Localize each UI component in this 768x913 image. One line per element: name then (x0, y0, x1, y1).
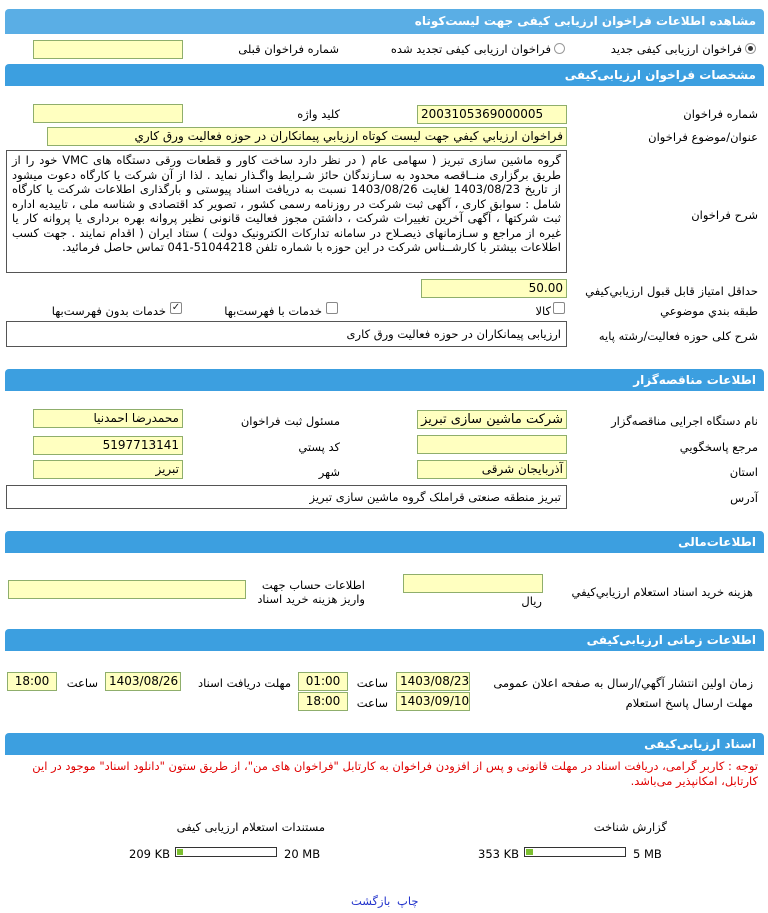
docs-size-fill (177, 849, 183, 855)
account-field (8, 580, 246, 599)
page-title: مشاهده اطلاعات فراخوان ارزیابی کیفی جهت لیست‌کوتاه (5, 9, 764, 34)
ref-label: مرجع پاسخگويي (679, 440, 758, 454)
doc-cost-label: هزينه خريد اسناد استعلام ارزيابي‌کيفي (571, 585, 753, 599)
publish-time-field: 01:00 (298, 672, 348, 691)
goods-checkbox[interactable] (553, 302, 565, 314)
radio-new-call-label: فراخوان ارزیابی کیفی جدید (610, 42, 742, 56)
call-title-label: عنوان/موضوع فراخوان (648, 130, 758, 144)
registrar-field: محمدرضا احمدنیا (33, 409, 183, 428)
province-label: استان (729, 465, 758, 479)
address-label: آدرس (730, 491, 758, 505)
keyword-field (33, 104, 183, 123)
ref-field (417, 435, 567, 454)
prev-call-field[interactable] (33, 40, 183, 59)
account-label-2: واريز هزينه خريد اسناد (257, 592, 365, 606)
description-box: گروه ماشین سازی تبریز ( سهامی عام ( در نظر دارد ساخت کاور و قطعات ورقی دستگاه های VMC خود را از طریق برگزاری منــاقصه محدود به سـازندگان حائز شـرایط واگـذار نماید . لذا از آن شرکت یا کارگاه دعوت میشود از تاریخ 1403/08/23 لغایت 1403/08/26 نسبت به دریافت اسناد پیوستی و بارگذاری اطلاعات شرکت یا کارگاه شامل : سوابق کاری ، آگهی ثبت شرکت در روزنامه رسمی کشور ، تصویر کد اقتصادی و شناسه ملی ، تاییدیه اداره ثبت شرکتها ، آگهی آخرین تغییرات شرکت ، داشتن مجوز فعالیت قانونی نظیر پروانه بهره برداری یا پروانه کار یا غیره از مراجع و سـازمانهای ذیصـلاح در سامانه تدارکات الکترونیک دولت ) ستاد ایران ( اقدام نمایند . جهت کسب اطلاعات بیشتر با کارشــناس شرکت در این حوزه با شماره تلفن 51044218-041 تماس حاصل فرمائید. (6, 150, 567, 273)
services-unlisted-label: خدمات بدون فهرست‌بها (51, 304, 166, 318)
call-number-label: شماره فراخوان (683, 107, 758, 121)
report-max-size: 5 MB (633, 847, 662, 861)
min-score-label: حداقل امتياز قابل قبول ارزيابي‌كيفي (585, 284, 758, 298)
docs-size-bar (175, 847, 277, 857)
radio-new-call[interactable] (745, 43, 756, 54)
docs-max-size: 20 MB (284, 847, 321, 861)
currency-label: ريال (521, 594, 542, 608)
services-unlisted-checkbox[interactable]: ✓ (171, 302, 181, 313)
doc-cost-field (403, 574, 543, 593)
activity-label: شرح کلی حوزه فعالیت/رشته پایه (598, 329, 758, 343)
postal-label: کد پستي (298, 440, 340, 454)
report-size-bar (524, 847, 626, 857)
services-listed-checkbox[interactable] (326, 302, 338, 314)
radio-renewed-call[interactable] (554, 43, 565, 54)
section-header-timing: اطلاعات زمانی ارزیابی‌کیفی (5, 629, 764, 651)
publish-label: زمان اولین انتشار آگهي/ارسال به صفحه اعلان عمومی (493, 676, 753, 690)
response-time-label: ساعت (356, 696, 388, 710)
section-header-docs: اسناد ارزیابی‌کیفی (5, 733, 764, 755)
section-header-specs: مشخصات فراخوان ارزیابی‌کیفی (5, 64, 764, 86)
publish-date-field: 1403/08/23 (396, 672, 470, 691)
city-label: شهر (318, 465, 340, 479)
report-size-fill (526, 849, 533, 855)
address-box: تبریز منطقه صنعتی قراملک گروه ماشین سازی تبریز (6, 485, 567, 509)
receive-date-field: 1403/08/26 (105, 672, 181, 691)
postal-field: 5197713141 (33, 436, 183, 455)
org-label: نام دستگاه اجرایی مناقصه‌گزار (611, 414, 758, 428)
publish-time-label: ساعت (356, 676, 388, 690)
docs-label: مستندات استعلام ارزیابی کیفی (176, 820, 325, 834)
receive-time-label: ساعت (66, 676, 98, 690)
prev-call-label: شماره فراخوان قبلی (238, 42, 339, 56)
receive-label: مهلت دریافت اسناد (198, 676, 291, 690)
province-field: آذربایجان شرقی (417, 460, 567, 479)
response-date-field: 1403/09/10 (396, 692, 470, 711)
report-label: گزارش شناخت (593, 820, 667, 834)
activity-box: ارزیابی پیمانکاران در حوزه فعالیت ورق کاری (6, 321, 567, 347)
keyword-label: کلید واژه (297, 107, 340, 121)
call-title-field: فراخوان ارزيابي كيفي جهت ليست كوتاه ارزيابي پيمانكاران در حوزه فعاليت ورق كاري (47, 127, 567, 146)
docs-size[interactable]: 209 KB (129, 847, 171, 861)
back-link[interactable]: بازگشت (351, 894, 391, 908)
radio-renewed-call-label: فراخوان ارزیابی کیفی تجدید شده (390, 42, 551, 56)
min-score-field: 50.00 (421, 279, 567, 298)
goods-label: کالا (535, 304, 551, 318)
category-label: طبقه بندي موضوعي (660, 304, 758, 318)
services-listed-label: خدمات با فهرست‌بها (224, 304, 322, 318)
print-link[interactable]: چاپ (397, 894, 419, 908)
registrar-label: مسئول ثبت فراخوان (240, 414, 340, 428)
response-label: مهلت ارسال پاسخ استعلام (625, 696, 753, 710)
download-note: توجه : کاربر گرامی، دریافت اسناد در مهلت قانونی و پس از افزودن فراخوان به کارتابل "فراخوان های من"، از طریق ستون "دانلود اسناد" موجود در این کارتابل، امکانپذیر می‌باشد. (32, 759, 758, 788)
account-label-1: اطلاعات حساب جهت (261, 578, 365, 592)
section-header-tenderer: اطلاعات مناقصه‌گزار (5, 369, 764, 391)
call-number-field: 2003105369000005 (417, 105, 567, 124)
report-size[interactable]: 353 KB (478, 847, 520, 861)
receive-time-field: 18:00 (7, 672, 57, 691)
description-label: شرح فراخوان (691, 208, 758, 222)
city-field: تبریز (33, 460, 183, 479)
org-field: شرکت ماشین سازی تبریز (417, 410, 567, 429)
response-time-field: 18:00 (298, 692, 348, 711)
section-header-financial: اطلاعات‌مالی (5, 531, 764, 553)
